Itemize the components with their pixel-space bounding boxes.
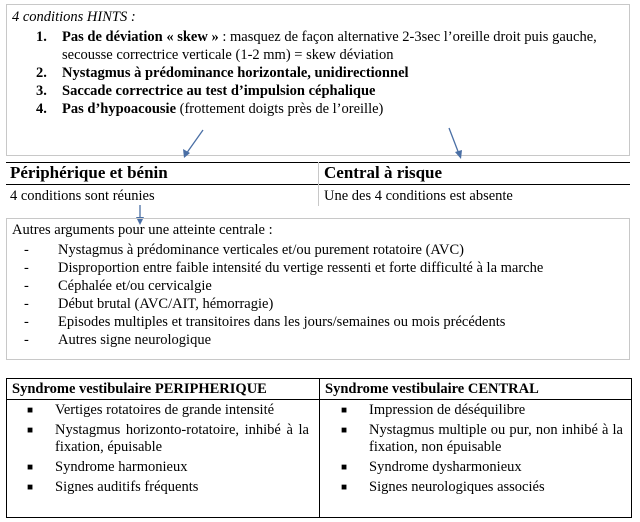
syndrome-table-divider (319, 379, 320, 517)
list-item (7, 422, 309, 456)
list-item-text: Autres signe neurologique (58, 332, 212, 348)
list-item-text: Episodes multiples et transitoires dans les jours/semaines ou mois précédents (58, 314, 506, 330)
list-item-text: Signes neurologiques associés (369, 479, 545, 495)
hints-item-rest: : masquez de façon alternative 2-3sec l’oreille droit puis gauche, secousse correctrice verticale (1-2 mm) = skew déviation (62, 29, 597, 63)
dash-bullet: - (24, 242, 29, 258)
hints-item-bold: Nystagmus à prédominance horizontale, unidirectionnel (62, 65, 409, 81)
hints-item-bold: Pas de déviation « skew » (62, 29, 219, 45)
list-item (12, 277, 622, 295)
central-arguments-intro: Autres arguments pour une atteinte centrale : (12, 222, 273, 238)
hints-item-rest: (frottement doigts près de l’oreille) (176, 101, 384, 117)
list-item-text: Nystagmus multiple ou pur, non inhibé à la fixation, non épuisable (369, 422, 623, 455)
list-item (12, 331, 622, 349)
central-syndrome-list (321, 402, 623, 499)
list-item (7, 402, 309, 419)
hints-item-number: 3. (36, 83, 47, 99)
hints-item-bold: Pas d’hypoacousie (62, 101, 177, 117)
list-item-text: Signes auditifs fréquents (55, 479, 199, 495)
central-header: Central à risque (324, 163, 443, 182)
list-item-text: Céphalée et/ou cervicalgie (58, 278, 212, 294)
arrow-to-peripheral (183, 130, 203, 158)
hints-item-number: 1. (36, 29, 47, 45)
list-item-text: Vertiges rotatoires de grande intensité (55, 402, 275, 418)
central-arguments-list (12, 241, 622, 349)
dash-bullet: - (24, 332, 29, 348)
list-item (321, 479, 623, 496)
list-item (12, 313, 622, 331)
dash-bullet: - (24, 296, 29, 312)
list-item-text: Disproportion entre faible intensité du vertige ressenti et forte difficulté à la marche (58, 260, 544, 276)
hints-item-bold: Saccade correctrice au test d’impulsion céphalique (62, 83, 376, 99)
list-item-text: Syndrome dysharmonieux (369, 459, 522, 475)
dash-bullet: - (24, 278, 29, 294)
list-item-text: Nystagmus horizonto-rotatoire, inhibé à la fixation, épuisable (55, 422, 309, 455)
peripheral-syndrome-list (7, 402, 309, 499)
dash-bullet: - (24, 260, 29, 276)
square-bullet: ■ (341, 405, 348, 416)
hints-title: 4 conditions HINTS : (12, 9, 136, 25)
list-item (12, 241, 622, 259)
list-item-text: Début brutal (AVC/AIT, hémorragie) (58, 296, 274, 312)
arrow-to-central (449, 128, 462, 159)
square-bullet: ■ (27, 425, 34, 436)
list-item (7, 479, 309, 496)
square-bullet: ■ (27, 462, 34, 473)
central-syndrome-header: Syndrome vestibulaire CENTRAL (325, 381, 539, 397)
list-item (12, 259, 622, 277)
list-item-text: Impression de déséquilibre (369, 402, 526, 418)
outcome-table (6, 162, 630, 206)
list-item (321, 402, 623, 419)
hints-item-number: 4. (36, 101, 47, 117)
dash-bullet: - (24, 314, 29, 330)
hints-item-number: 2. (36, 65, 47, 81)
square-bullet: ■ (341, 425, 348, 436)
list-item (321, 459, 623, 476)
square-bullet: ■ (341, 482, 348, 493)
list-item (321, 422, 623, 456)
square-bullet: ■ (27, 405, 34, 416)
peripheral-cell: 4 conditions sont réunies (10, 188, 155, 204)
square-bullet: ■ (341, 462, 348, 473)
outcome-table-divider (318, 162, 319, 206)
central-cell: Une des 4 conditions est absente (324, 188, 513, 204)
list-item-text: Nystagmus à prédominance verticales et/ou purement rotatoire (AVC) (58, 242, 465, 258)
list-item-text: Syndrome harmonieux (55, 459, 188, 475)
peripheral-header: Périphérique et bénin (10, 163, 168, 182)
peripheral-syndrome-header: Syndrome vestibulaire PERIPHERIQUE (12, 381, 267, 397)
vestibular-syndrome-table (6, 378, 632, 518)
square-bullet: ■ (27, 482, 34, 493)
list-item (7, 459, 309, 476)
list-item (12, 295, 622, 313)
